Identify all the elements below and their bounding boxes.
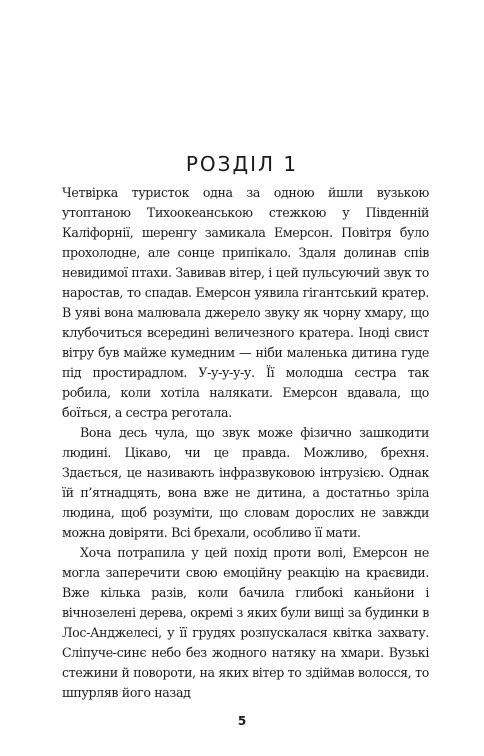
paragraph-3: Хоча потрапила у цей похід проти волі, Емерсон не могла заперечити свою емоційну реакцію на краєвиди. Вже кілька разів, коли бачила глибокі каньйони і вічнозелені дерева, окремі з яких були вищі за будинки в Лос-Анджелесі, у її грудях розпускалася квітка захвату. Сліпуче-синє небо без жодного натяку на хмари. Вузькі стежини й повороти, на яких вітер то здіймав волосся, то шпурляв його назад xyxy=(62,545,429,700)
chapter-title: РОЗДІЛ 1 xyxy=(185,152,299,176)
paragraph-1: Четвірка туристок одна за одною йшли вузькою утоптаною Тихоокеанською стежкою у Південній Каліфорнії, шеренгу замикала Емерсон. Повітря було прохолодне, але сонце припікало. Здаля долинав спів невидимої птахи. Завивав вітер, і цей пульсуючий звук то наростав, то спадав. Емерсон уявила гігантський кратер. В уяві вона малювала джерело звуку як чорну хмару, що клубочиться всередині величезного кратера. Іноді свист вітру був майже кумедним — ніби маленька дитина гуде під простирадлом. У-у-у-у-у. Її молодша сестра так робила, коли хотіла налякати. Емерсон вдавала, що боїться, а сестра реготала. xyxy=(62,185,429,420)
page-number: 5 xyxy=(237,714,247,728)
body-text xyxy=(62,183,429,703)
paragraph-2: Вона десь чула, що звук може фізично зашкодити людині. Цікаво, чи це правда. Можливо, брехня. Здається, це називають інфразвуковою інтрузією. Однак їй п’ятнадцять, вона вже не дитина, а достатньо зріла людина, щоб розуміти, що словам дорослих не завжди можна довіряти. Всі брехали, особливо її мати. xyxy=(62,425,429,540)
